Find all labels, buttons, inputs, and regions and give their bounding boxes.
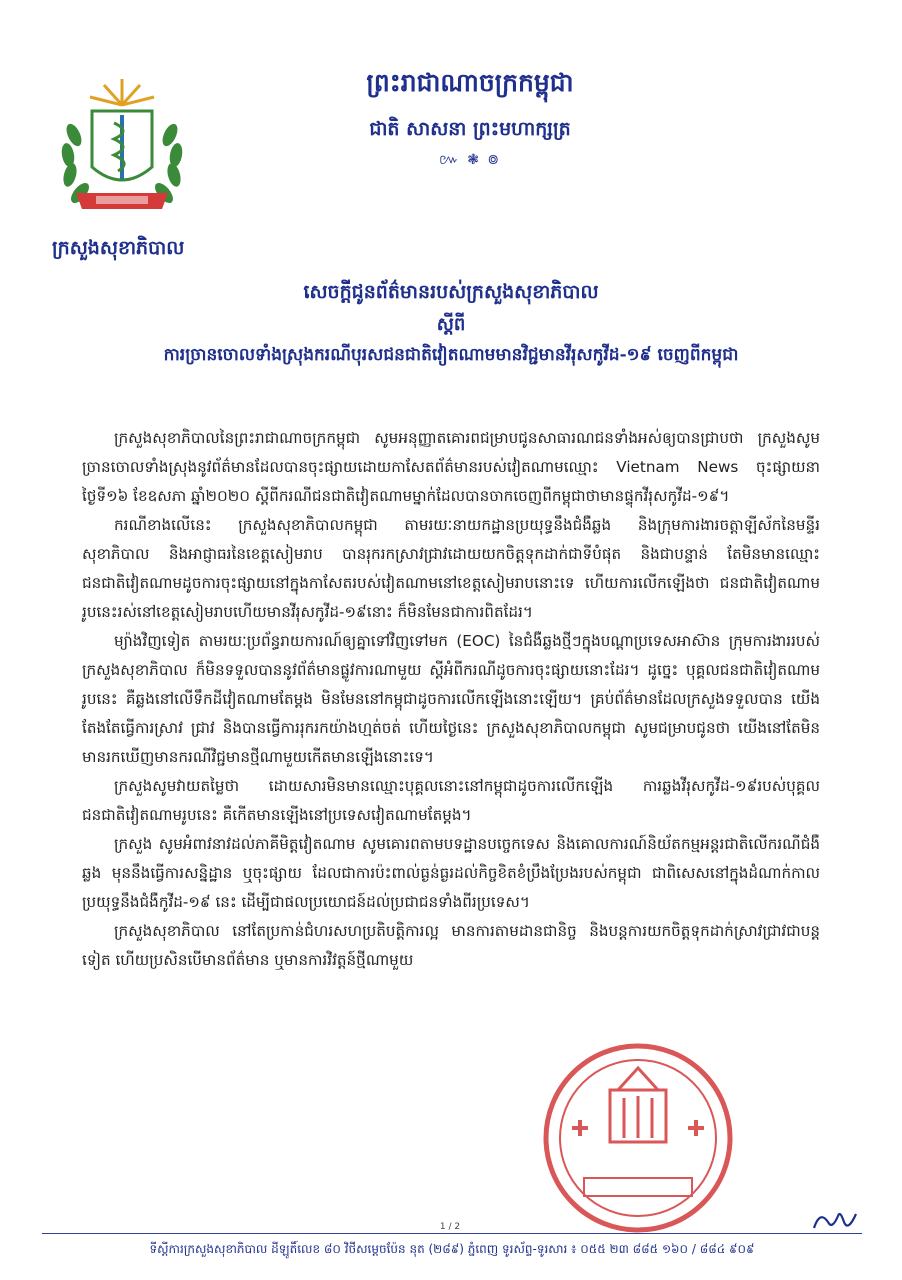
body-paragraph: ក្រសួងសុខាភិបាលនៃព្រះរាជាណាចក្រកម្ពុជា សូមអនុញ្ញាតគោរពជម្រាបជូនសាធារណជនទាំងអស់ឲ្យបានជ្រាបថា ក្រសួងសូមច្រានចោលទាំងស្រុងនូវព័ត៌មានដែលបានចុះផ្សាយដោយកាសែតព័ត៌មានរបស់វៀតណាមឈ្មោះ Vietnam News ចុះផ្សាយនាថ្ងៃទី១៦ ខែឧសភា ឆ្នាំ២០២០ ស្តីពីករណីជនជាតិវៀតណាមម្នាក់ដែលបានចាកចេញពីកម្ពុជាថាមានផ្ទុកវីរុសកូវីដ-១៩។ (82, 429, 820, 505)
ministry-logo (52, 75, 192, 225)
national-motto: ជាតិ សាសនា ព្រះមហាក្សត្រ (369, 118, 571, 140)
signature-initial (810, 1206, 858, 1236)
kingdom-heading: ព្រះរាជាណាចក្រកម្ពុជា (366, 68, 574, 97)
official-seal (528, 1038, 748, 1238)
footer-address: ទីស្តីការក្រសួងសុខាភិបាល ដីឡូតិ៍លេខ ៨០ វិថីសម្តេចប៉ែន នុត (២៨៩) ភ្នំពេញ ទូរស័ព្ទ-ទូរសារ ៖ ០៥៥ ២៣ ៨៨៥ ១៦០ / ៨៨៤ ៩០៩ (149, 1242, 755, 1256)
footer-divider (42, 1233, 862, 1234)
document-body (82, 424, 820, 975)
body-paragraph: ក្រសួងសុខាភិបាល នៅតែប្រកាន់ជំហរសហប្រតិបត្តិការល្អ មានការតាមដានជានិច្ច និងបន្តការយកចិត្តទុកដាក់ស្រាវជ្រាវជាបន្តទៀត ហើយប្រសិនបើមានព័ត៌មាន ឬមានការវិវត្តន៍ថ្មីណាមួយ (82, 922, 820, 969)
ornament-divider: ៚ ❃ ៙ (438, 152, 502, 168)
body-paragraph: ម្យ៉ាងវិញទៀត តាមរយៈប្រព័ន្ធរាយការណ៍ឲ្យគ្នាទៅវិញទៅមក (EOC) នៃជំងឺឆ្លងថ្មីៗក្នុងបណ្តាប្រទេសអាស៊ាន ក្រុមការងាររបស់ក្រសួងសុខាភិបាល ក៏មិនទទួលបាននូវព័ត៌មានផ្លូវការណាមួយ ស្តីអំពីករណីដូចការចុះផ្សាយនោះដែរ។ ដូច្នេះ បុគ្គលជនជាតិវៀតណាមរូបនេះ គឺឆ្លងនៅលើទឹកដីវៀតណាមតែម្តង មិនមែននៅកម្ពុជាដូចការលើកឡើងនោះឡើយ។ គ្រប់ព័ត៌មានដែលក្រសួងទទួលបាន យើងតែងតែធ្វើការស្រាវ ជ្រាវ និងបានធ្វើការរុករកយ៉ាងហ្មត់ចត់ ហើយថ្ងៃនេះ ក្រសួងសុខាភិបាលកម្ពុជា សូមជម្រាបជូនថា យើងនៅតែមិនមានរកឃើញមានករណីវិជ្ជមានថ្មីណាមួយកើតមានឡើងនោះទេ។ (82, 632, 820, 766)
document-subject: ការច្រានចោលទាំងស្រុងករណីបុរសជនជាតិវៀតណាមមានវិជ្ជមានវីរុសកូវីដ-១៩ ចេញពីកម្ពុជា (163, 345, 739, 365)
document-title: សេចក្តីជូនព័ត៌មានរបស់ក្រសួងសុខាភិបាល (303, 281, 599, 303)
page-number: 1 / 2 (439, 1222, 461, 1232)
document-title-about: ស្តីពី (436, 314, 466, 335)
body-paragraph: ក្រសួងសូមវាយតម្លៃថា ដោយសារមិនមានឈ្មោះបុគ្គលនោះនៅកម្ពុជាដូចការលើកឡើង ការឆ្លងវីរុសកូវីដ-១៩របស់បុគ្គលជនជាតិវៀតណាមរូបនេះ គឺកើតមានឡើងនៅប្រទេសវៀតណាមតែម្តង។ (82, 777, 820, 824)
ministry-name: ក្រសួងសុខាភិបាល (52, 237, 185, 259)
body-paragraph: ករណីខាងលើនេះ ក្រសួងសុខាភិបាលកម្ពុជា តាមរយៈនាយកដ្ឋានប្រយុទ្ធនឹងជំងឺឆ្លង និងក្រុមការងារចត្តាឡីស័កនៃមន្ទីរសុខាភិបាល និងអាជ្ញាធរនៃខេត្តសៀមរាប បានរុករកស្រាវជ្រាវដោយយកចិត្តទុកដាក់ជាទីបំផុត និងជាបន្ទាន់ តែមិនមានឈ្មោះជនជាតិវៀតណាមដូចការចុះផ្សាយនៅក្នុងកាសែតរបស់វៀតណាមនៅខេត្តសៀមរាបនោះទេ ហើយការលើកឡើងថា ជនជាតិវៀតណាមរូបនេះរស់នៅខេត្តសៀមរាបហើយមានវីរុសកូវីដ-១៩នោះ ក៏មិនមែនជាការពិតដែរ។ (82, 516, 820, 621)
body-paragraph: ក្រសួង សូមអំពាវនាវដល់ភាគីមិត្តវៀតណាម សូមគោរពតាមបទដ្ឋានបច្ចេកទេស និងគោលការណ៍និយ័តកម្មអន្តរជាតិលើករណីជំងឺឆ្លង មុននឹងធ្វើការសន្និដ្ឋាន ឬចុះផ្សាយ ដែលជាការប៉ះពាល់ធ្ងន់ធ្ងរដល់កិច្ចខិតខំប្រឹងប្រែងរបស់កម្ពុជា ជាពិសេសនៅក្នុងដំណាក់កាលប្រយុទ្ធនឹងជំងឺកូវីដ-១៩ នេះ ដើម្បីជាផលប្រយោជន៍ដល់ប្រជាជនទាំងពីរប្រទេស។ (82, 835, 820, 911)
